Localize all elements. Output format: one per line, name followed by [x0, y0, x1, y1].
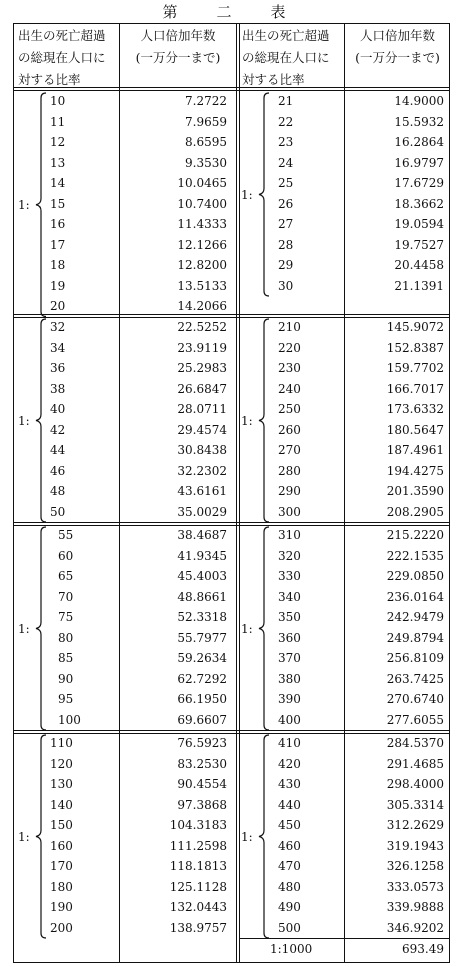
section-double-rule — [14, 87, 449, 91]
doubling-years-value: 12.8200 — [177, 258, 227, 272]
ratio-value: 10 — [50, 94, 66, 108]
ratio-value: 40 — [50, 402, 66, 416]
ratio-value: 400 — [278, 712, 301, 727]
ratio-value: 30 — [278, 278, 294, 293]
ratio-prefix: 1: — [18, 829, 30, 844]
doubling-years-value: 52.3318 — [177, 610, 227, 624]
doubling-years-value: 312.2629 — [386, 818, 444, 832]
ratio-value: 130 — [50, 777, 73, 791]
doubling-years-value: 17.6729 — [394, 176, 444, 190]
ratio-value: 28 — [278, 237, 294, 252]
doubling-years-value: 21.1391 — [394, 278, 444, 293]
ratio-prefix: 1: — [18, 197, 30, 212]
doubling-years-value: 270.6740 — [386, 692, 444, 706]
left-brace — [34, 526, 48, 731]
ratio-value: 26 — [278, 196, 294, 211]
ratio-value: 330 — [278, 569, 301, 583]
ratio-value: 34 — [50, 340, 66, 355]
ratio-prefix: 1: — [241, 187, 253, 202]
doubling-years-value: 132.0443 — [169, 900, 227, 914]
doubling-years-value: 69.6607 — [177, 712, 227, 727]
ratio-value: 430 — [278, 777, 301, 791]
ratio-value: 410 — [278, 736, 301, 750]
ratio-value: 370 — [278, 651, 301, 665]
ratio-value: 110 — [50, 736, 73, 750]
header-years-left: 人口倍加年数 (一万分一まで) — [135, 28, 221, 65]
doubling-years-value: 59.2634 — [177, 651, 227, 665]
doubling-years-value: 76.5923 — [177, 736, 227, 750]
ratio-value: 480 — [278, 879, 301, 894]
ratio-value: 470 — [278, 859, 301, 873]
ratio-value: 320 — [278, 548, 301, 563]
ratio-value: 25 — [278, 176, 294, 190]
right-brace — [257, 526, 271, 731]
doubling-years-value: 326.1258 — [386, 859, 444, 873]
ratio-value: 85 — [58, 651, 74, 665]
doubling-years-value: 41.9345 — [177, 548, 227, 563]
ratio-value: 340 — [278, 589, 301, 604]
ratio-value: 350 — [278, 610, 301, 624]
ratio-value: 95 — [58, 692, 74, 706]
ratio-value: 160 — [50, 838, 73, 853]
ratio-value: 32 — [50, 320, 66, 334]
ratio-value: 36 — [50, 361, 66, 375]
doubling-years-value: 19.7527 — [394, 237, 444, 252]
ratio-value: 490 — [278, 900, 301, 914]
doubling-years-value: 62.7292 — [177, 671, 227, 686]
doubling-years-value: 298.4000 — [386, 777, 444, 791]
doubling-years-value: 10.7400 — [177, 196, 227, 211]
doubling-years-value: 20.4458 — [394, 258, 444, 272]
doubling-years-value: 194.4275 — [386, 463, 444, 478]
doubling-years-value: 14.2066 — [177, 299, 227, 313]
ratio-value: 29 — [278, 258, 294, 272]
doubling-years-value: 138.9757 — [169, 920, 227, 935]
ratio-value: 17 — [50, 237, 66, 252]
final-row-rule — [239, 938, 449, 939]
doubling-years-value: 236.0164 — [386, 589, 444, 604]
doubling-years-table — [13, 23, 450, 963]
ratio-value: 390 — [278, 692, 301, 706]
doubling-years-value: 16.2864 — [394, 135, 444, 149]
doubling-years-value: 14.9000 — [394, 94, 444, 108]
ratio-value: 240 — [278, 381, 301, 396]
doubling-years-value: 319.1943 — [386, 838, 444, 853]
ratio-value: 210 — [278, 320, 301, 334]
doubling-years-value: 125.1128 — [169, 879, 227, 894]
doubling-years-value: 159.7702 — [386, 361, 444, 375]
ratio-value: 500 — [278, 920, 301, 935]
ratio-value: 60 — [58, 548, 74, 563]
doubling-years-value: 97.3868 — [177, 797, 227, 812]
doubling-years-value: 263.7425 — [386, 671, 444, 686]
ratio-value: 290 — [278, 484, 301, 498]
table-title: 第 二 表 — [162, 3, 298, 21]
doubling-years-value: 277.6055 — [386, 712, 444, 727]
doubling-years-value: 111.2598 — [169, 838, 227, 853]
doubling-years-value: 83.2530 — [177, 756, 227, 771]
ratio-value: 200 — [50, 920, 73, 935]
ratio-value: 42 — [50, 422, 66, 437]
ratio-prefix: 1: — [241, 829, 253, 844]
doubling-years-value: 18.3662 — [394, 196, 444, 211]
doubling-years-value: 284.5370 — [386, 736, 444, 750]
section-double-rule — [14, 314, 449, 318]
ratio-value: 310 — [278, 528, 301, 542]
doubling-years-value: 55.7977 — [177, 630, 227, 645]
ratio-value: 260 — [278, 422, 301, 437]
doubling-years-value: 11.4333 — [177, 217, 227, 231]
ratio-value: 450 — [278, 818, 301, 832]
final-ratio-value: 1:1000 — [270, 942, 313, 956]
doubling-years-value: 180.5647 — [386, 422, 444, 437]
left-brace — [34, 92, 48, 318]
doubling-years-value: 249.8794 — [386, 630, 444, 645]
ratio-value: 65 — [58, 569, 74, 583]
doubling-years-value: 10.0465 — [177, 176, 227, 190]
doubling-years-value: 215.2220 — [386, 528, 444, 542]
ratio-value: 150 — [50, 818, 73, 832]
doubling-years-value: 7.9659 — [185, 114, 227, 129]
doubling-years-value: 15.5932 — [394, 114, 444, 129]
ratio-value: 220 — [278, 340, 301, 355]
ratio-value: 23 — [278, 135, 294, 149]
doubling-years-value: 45.4003 — [177, 569, 227, 583]
column-rule — [119, 24, 120, 962]
ratio-value: 270 — [278, 443, 301, 457]
doubling-years-value: 339.9888 — [386, 900, 444, 914]
left-brace — [34, 734, 48, 939]
ratio-value: 13 — [50, 155, 66, 170]
ratio-value: 280 — [278, 463, 301, 478]
doubling-years-value: 32.2302 — [177, 463, 227, 478]
doubling-years-value: 90.4554 — [177, 777, 227, 791]
ratio-value: 11 — [50, 114, 66, 129]
doubling-years-value: 8.6595 — [185, 135, 227, 149]
doubling-years-value: 229.0850 — [386, 569, 444, 583]
ratio-value: 250 — [278, 402, 301, 416]
ratio-value: 90 — [58, 671, 74, 686]
ratio-value: 300 — [278, 504, 301, 519]
ratio-value: 190 — [50, 900, 73, 914]
doubling-years-value: 38.4687 — [177, 528, 227, 542]
ratio-value: 16 — [50, 217, 66, 231]
final-doubling-years-value: 693.49 — [402, 942, 444, 956]
ratio-prefix: 1: — [18, 621, 30, 636]
ratio-prefix: 1: — [241, 413, 253, 428]
ratio-value: 38 — [50, 381, 66, 396]
header-ratio-right: 出生の死亡超過 の総現在人口に 対する比率 — [242, 28, 330, 87]
ratio-value: 19 — [50, 278, 66, 293]
ratio-value: 22 — [278, 114, 294, 129]
ratio-value: 230 — [278, 361, 301, 375]
ratio-value: 48 — [50, 484, 66, 498]
doubling-years-value: 43.6161 — [177, 484, 227, 498]
doubling-years-value: 30.8438 — [177, 443, 227, 457]
right-brace — [257, 92, 271, 297]
doubling-years-value: 222.1535 — [386, 548, 444, 563]
ratio-value: 80 — [58, 630, 74, 645]
ratio-value: 14 — [50, 176, 66, 190]
ratio-value: 27 — [278, 217, 294, 231]
ratio-value: 50 — [50, 504, 66, 519]
doubling-years-value: 242.9479 — [386, 610, 444, 624]
ratio-value: 380 — [278, 671, 301, 686]
doubling-years-value: 66.1950 — [177, 692, 227, 706]
ratio-value: 21 — [278, 94, 294, 108]
doubling-years-value: 9.3530 — [185, 155, 227, 170]
doubling-years-value: 166.7017 — [386, 381, 444, 396]
ratio-prefix: 1: — [18, 413, 30, 428]
ratio-value: 20 — [50, 299, 66, 313]
doubling-years-value: 13.5133 — [177, 278, 227, 293]
ratio-value: 460 — [278, 838, 301, 853]
doubling-years-value: 25.2983 — [177, 361, 227, 375]
ratio-value: 12 — [50, 135, 66, 149]
ratio-prefix: 1: — [241, 621, 253, 636]
doubling-years-value: 201.3590 — [386, 484, 444, 498]
ratio-value: 140 — [50, 797, 73, 812]
ratio-value: 24 — [278, 155, 294, 170]
doubling-years-value: 152.8387 — [386, 340, 444, 355]
column-rule — [344, 24, 345, 962]
doubling-years-value: 291.4685 — [386, 756, 444, 771]
ratio-value: 440 — [278, 797, 301, 812]
ratio-value: 46 — [50, 463, 66, 478]
ratio-value: 44 — [50, 443, 66, 457]
doubling-years-value: 187.4961 — [386, 443, 444, 457]
doubling-years-value: 16.9797 — [394, 155, 444, 170]
doubling-years-value: 48.8661 — [177, 589, 227, 604]
ratio-value: 75 — [58, 610, 74, 624]
doubling-years-value: 19.0594 — [394, 217, 444, 231]
doubling-years-value: 28.0711 — [177, 402, 227, 416]
header-years-right: 人口倍加年数 (一万分一まで) — [355, 28, 440, 65]
doubling-years-value: 333.0573 — [386, 879, 444, 894]
ratio-value: 70 — [58, 589, 74, 604]
doubling-years-value: 7.2722 — [185, 94, 227, 108]
doubling-years-value: 12.1266 — [177, 237, 227, 252]
doubling-years-value: 173.6332 — [386, 402, 444, 416]
ratio-value: 360 — [278, 630, 301, 645]
ratio-value: 120 — [50, 756, 73, 771]
doubling-years-value: 26.6847 — [177, 381, 227, 396]
doubling-years-value: 29.4574 — [177, 422, 227, 437]
doubling-years-value: 23.9119 — [177, 340, 227, 355]
doubling-years-value: 208.2905 — [386, 504, 444, 519]
ratio-value: 15 — [50, 196, 66, 211]
ratio-value: 420 — [278, 756, 301, 771]
doubling-years-value: 305.3314 — [386, 797, 444, 812]
doubling-years-value: 346.9202 — [386, 920, 444, 935]
header-ratio-left: 出生の死亡超過 の総現在人口に 対する比率 — [18, 28, 106, 87]
ratio-value: 100 — [58, 712, 81, 727]
doubling-years-value: 35.0029 — [177, 504, 227, 519]
section-double-rule — [14, 730, 449, 734]
ratio-value: 55 — [58, 528, 74, 542]
doubling-years-value: 145.9072 — [386, 320, 444, 334]
doubling-years-value: 256.8109 — [386, 651, 444, 665]
left-brace — [34, 318, 48, 523]
doubling-years-value: 118.1813 — [169, 859, 227, 873]
doubling-years-value: 22.5252 — [177, 320, 227, 334]
ratio-value: 170 — [50, 859, 73, 873]
center-double-rule — [236, 24, 240, 962]
right-brace — [257, 318, 271, 523]
ratio-value: 18 — [50, 258, 66, 272]
ratio-value: 180 — [50, 879, 73, 894]
section-double-rule — [14, 522, 449, 526]
doubling-years-value: 104.3183 — [169, 818, 227, 832]
right-brace — [257, 734, 271, 939]
